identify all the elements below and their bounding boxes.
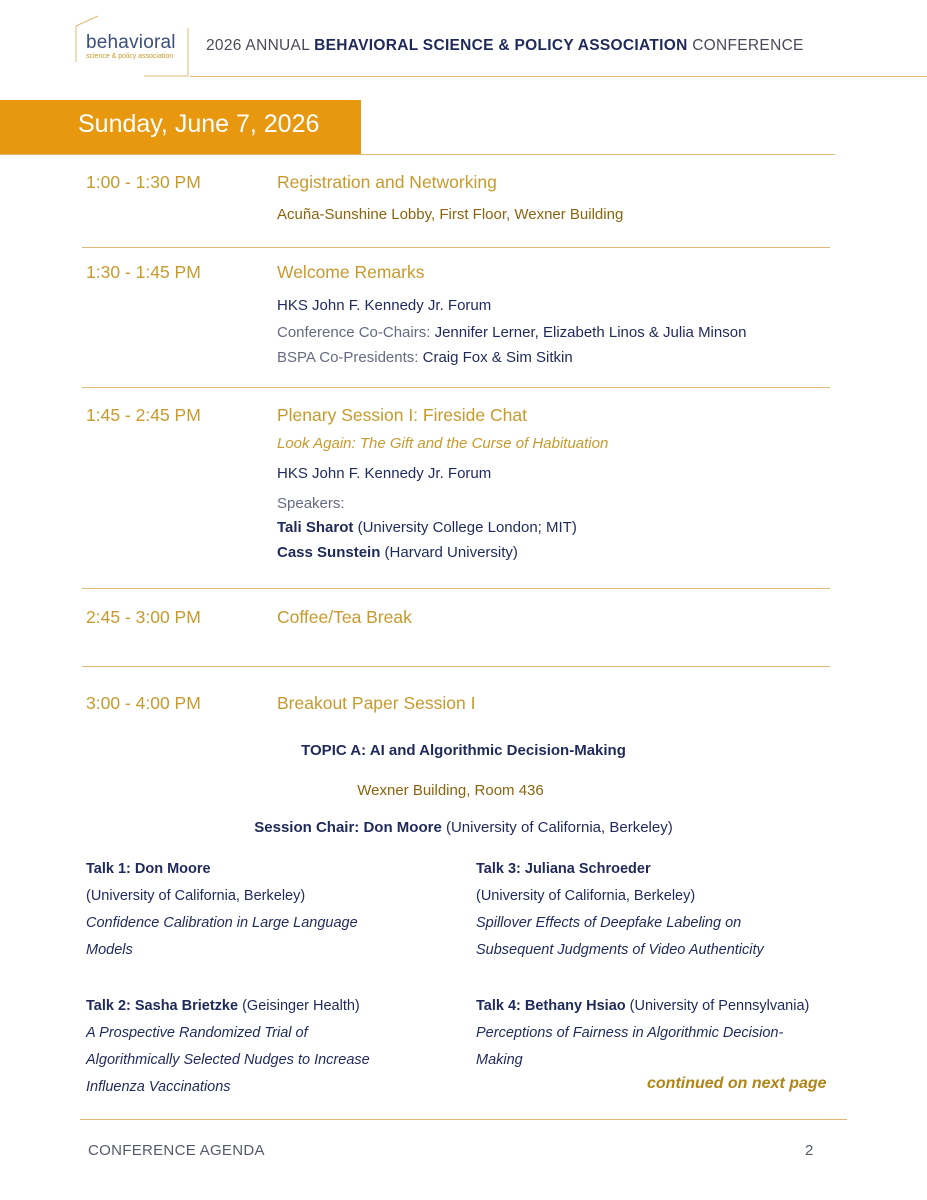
talk-affiliation: (University of Pennsylvania) [629,998,810,1014]
session-time: 3:00 - 4:00 PM [86,693,201,713]
session-chair-label: Session Chair: Don Moore [254,819,442,836]
session-title: Coffee/Tea Break [277,607,412,627]
session-divider [82,387,830,388]
session-time: 1:45 - 2:45 PM [86,405,201,425]
talk-heading-line [476,993,809,1020]
session-divider [82,666,830,667]
talk-2 [86,993,370,1101]
talk-title-line: A Prospective Randomized Trial of [86,1025,308,1041]
co-presidents-names: Craig Fox & Sim Sitkin [422,349,573,366]
banner-divider [0,154,835,155]
talk-label: Talk 2: Sasha Brietzke [86,998,239,1014]
footer-divider [80,1119,847,1120]
footer-label: CONFERENCE AGENDA [88,1142,265,1159]
speaker-affiliation: (University College London; MIT) [357,519,577,536]
session-time: 2:45 - 3:00 PM [86,607,201,627]
session-title: Breakout Paper Session I [277,693,476,713]
topic-room: Wexner Building, Room 436 [357,782,544,799]
session-time: 1:00 - 1:30 PM [86,172,201,192]
session-chair-affiliation: (University of California, Berkeley) [445,819,673,836]
talk-title-line: Confidence Calibration in Large Language [86,915,358,931]
talk-title-line: Spillover Effects of Deepfake Labeling on [476,915,742,931]
session-title: Registration and Networking [277,172,497,192]
talk-title-line: Algorithmically Selected Nudges to Increase [86,1052,370,1068]
talk-title-line: Subsequent Judgments of Video Authenticity [476,942,764,958]
date-heading: Sunday, June 7, 2026 [78,110,320,138]
session-location: HKS John F. Kennedy Jr. Forum [277,297,492,314]
speaker-line [277,544,518,561]
conf-prefix: 2026 ANNUAL [206,37,310,54]
page-number: 2 [805,1142,814,1159]
session-title: Welcome Remarks [277,262,425,282]
session-location: Acuña-Sunshine Lobby, First Floor, Wexner Building [277,206,624,223]
conf-suffix: CONFERENCE [692,37,804,54]
talk-4 [476,993,809,1074]
talk-title-line: Influenza Vaccinations [86,1079,231,1095]
session-location: HKS John F. Kennedy Jr. Forum [277,465,492,482]
session-title: Plenary Session I: Fireside Chat [277,405,527,425]
talk-affiliation: (University of California, Berkeley) [86,888,306,904]
co-presidents-line [277,349,573,366]
co-chairs-label: Conference Co-Chairs: [277,324,431,341]
co-chairs-line [277,324,746,341]
talk-title-line: Making [476,1052,523,1068]
talk-title-line: Perceptions of Fairness in Algorithmic Decision- [476,1025,784,1041]
co-chairs-names: Jennifer Lerner, Elizabeth Linos & Julia Minson [434,324,747,341]
talk-3 [476,856,764,964]
session-chair [0,819,927,836]
speaker-line [277,519,577,536]
speaker-name: Tali Sharot [277,519,354,536]
logo-tagline: science & policy association [86,53,174,60]
session-subtitle: Look Again: The Gift and the Curse of Habituation [277,435,609,452]
talk-heading-line [86,993,370,1020]
conf-org: BEHAVIORAL SCIENCE & POLICY ASSOCIATION [314,37,688,54]
session-divider [82,588,830,589]
conference-title [206,37,804,55]
session-time: 1:30 - 1:45 PM [86,262,201,282]
speakers-label: Speakers: [277,495,345,512]
speaker-name: Cass Sunstein [277,544,381,561]
logo-wordmark: behavioral [86,32,176,53]
talk-affiliation: (University of California, Berkeley) [476,888,696,904]
header-divider [190,76,927,77]
continued-note: continued on next page [647,1075,827,1092]
talk-title-line: Models [86,942,133,958]
talk-affiliation: (Geisinger Health) [242,998,360,1014]
session-divider [82,247,830,248]
talk-label: Talk 3: Juliana Schroeder [476,861,651,877]
co-presidents-label: BSPA Co-Presidents: [277,349,419,366]
speaker-affiliation: (Harvard University) [384,544,518,561]
talk-label: Talk 4: Bethany Hsiao [476,998,626,1014]
talk-label: Talk 1: Don Moore [86,861,211,877]
talk-1 [86,856,358,964]
topic-heading: TOPIC A: AI and Algorithmic Decision-Making [301,742,626,759]
